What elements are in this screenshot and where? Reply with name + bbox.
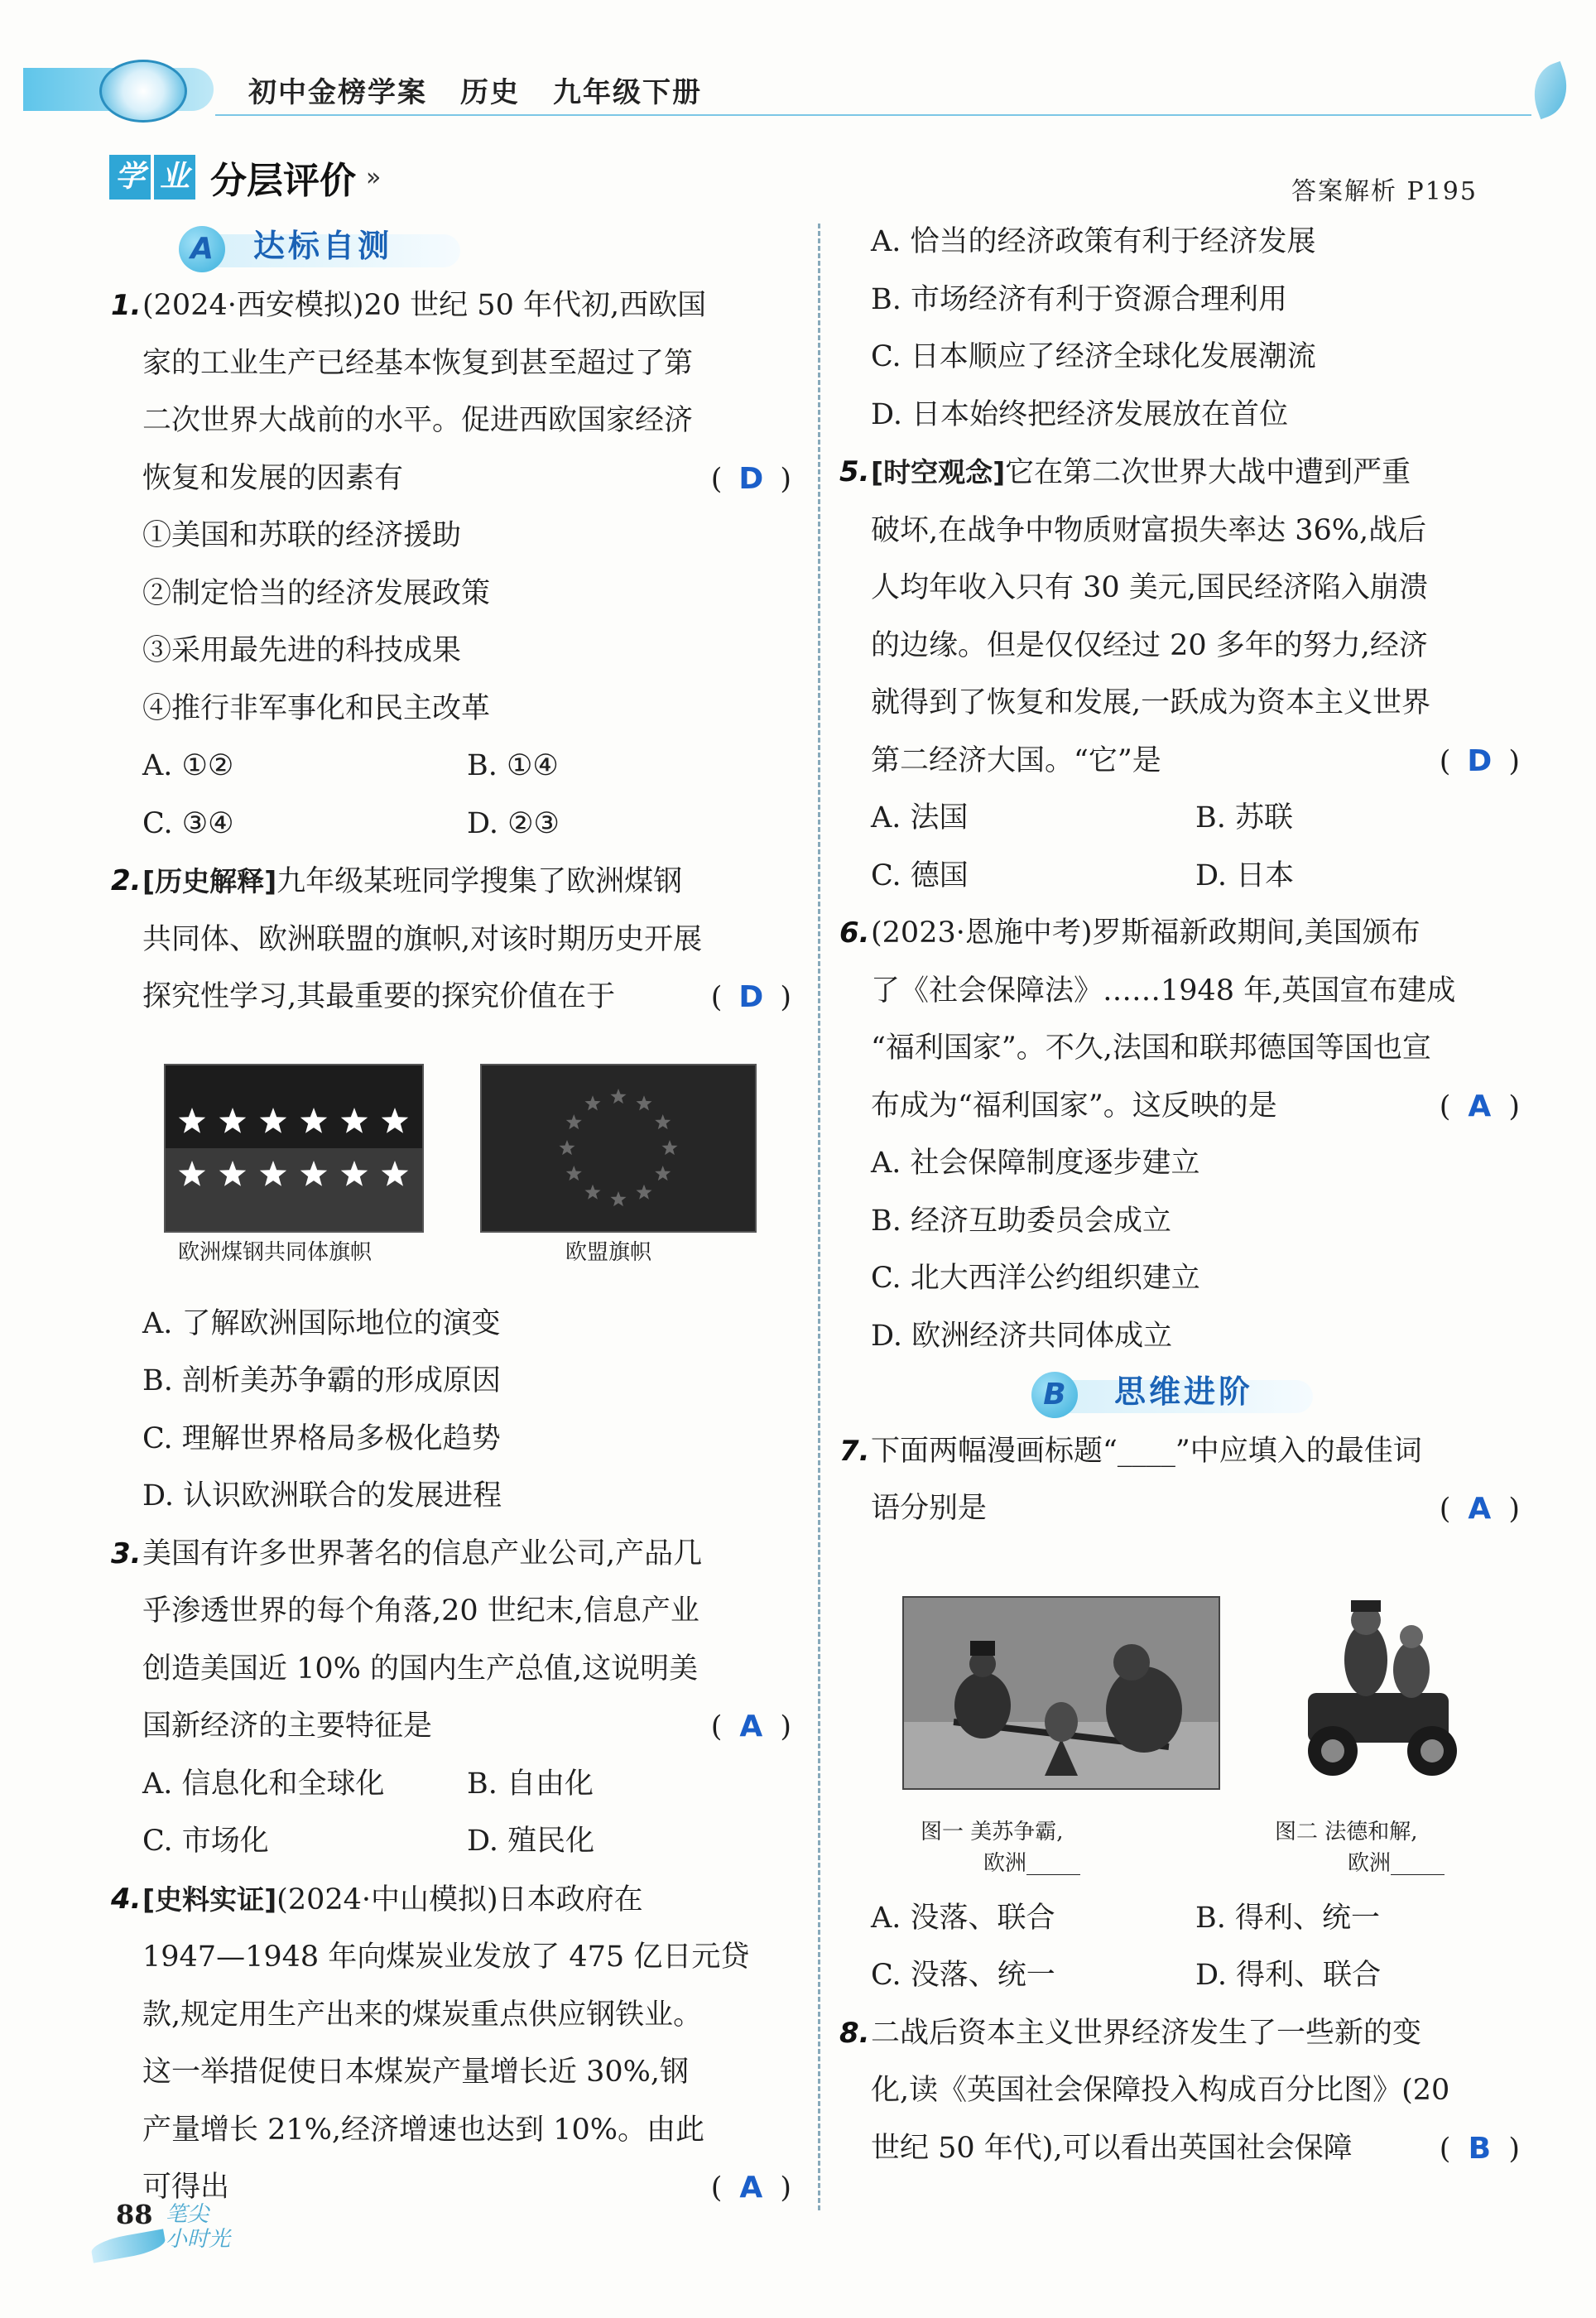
footer-deco-line: 小时光 xyxy=(166,2227,231,2252)
option: D. 日本始终把经济发展放在首位 xyxy=(871,397,1289,431)
option-row xyxy=(841,848,1520,906)
subsection-a-heading xyxy=(113,219,791,277)
column-divider xyxy=(818,224,820,2210)
feather-icon xyxy=(1524,61,1576,119)
subsection-b-heading xyxy=(841,1365,1520,1423)
section-title xyxy=(109,151,381,204)
option-row xyxy=(113,1756,791,1814)
footer-deco-line: 笔尖 xyxy=(166,2202,209,2227)
subsection-letter: B xyxy=(1031,1372,1078,1418)
option: B. 剖析美苏争霸的形成原因 xyxy=(142,1364,501,1397)
question-text-line: 可得出 xyxy=(142,2171,230,2204)
right-column xyxy=(841,214,1520,2177)
option-row xyxy=(113,796,791,854)
option-row xyxy=(841,1947,1520,2005)
badge-char: 学 xyxy=(109,155,151,200)
ecsc-flag-image xyxy=(164,1064,424,1233)
option: A. 法国 xyxy=(871,801,969,834)
option-row xyxy=(841,1890,1520,1948)
ecsc-flag-graphic xyxy=(166,1065,422,1231)
option: A. 没落、联合 xyxy=(871,1901,1055,1935)
grade-name: 九年级下册 xyxy=(553,76,702,109)
figure-caption: 欧盟旗帜 xyxy=(565,1240,652,1265)
question-text-line: 探究性学习,其最重要的探究价值在于 xyxy=(142,980,616,1013)
figure-caption: 欧洲_____ xyxy=(1348,1851,1445,1876)
page-header xyxy=(0,0,1596,124)
question-text-line: 这一举措促使日本煤炭产量增长近 30%,钢 xyxy=(142,2056,690,2089)
statement: ①美国和苏联的经济援助 xyxy=(142,519,462,552)
question-text-line: (2023·恩施中考)罗斯福新政期间,美国颁布 xyxy=(871,916,1421,950)
question-text-line: 恢复和发展的因素有 xyxy=(142,461,404,495)
question-text-line: 布成为“福利国家”。这反映的是 xyxy=(871,1089,1277,1123)
question-text-line: “福利国家”。不久,法国和联邦德国等国也宣 xyxy=(871,1032,1431,1065)
section-heading: 分层评价 xyxy=(210,160,356,202)
answer-box: ( B ) xyxy=(1440,2120,1520,2179)
option: D. 殖民化 xyxy=(467,1825,595,1858)
option: A. 社会保障制度逐步建立 xyxy=(871,1147,1200,1180)
option: C. 北大西洋公约组织建立 xyxy=(871,1262,1200,1295)
question-text-line: 共同体、欧洲联盟的旗帜,对该时期历史开展 xyxy=(142,922,703,956)
statement: ②制定恰当的经济发展政策 xyxy=(142,576,491,610)
eu-flag-image xyxy=(480,1064,757,1233)
option: C. 日本顺应了经济全球化发展潮流 xyxy=(871,340,1316,373)
answer-box: ( D ) xyxy=(1440,733,1520,791)
option: C. 没落、统一 xyxy=(871,1959,1055,1992)
figure-caption: 图二 法德和解, xyxy=(1275,1820,1418,1844)
question-text-line: 它在第二次世界大战中遭到严重 xyxy=(1005,456,1411,489)
question-text-line: 的边缘。但是仅仅经过 20 多年的努力,经济 xyxy=(871,628,1428,662)
question-tag: [历史解释] xyxy=(142,865,277,897)
question-text-line: 乎渗透世界的每个角落,20 世纪末,信息产业 xyxy=(142,1594,699,1628)
question-text-line: 语分别是 xyxy=(871,1492,988,1525)
figure-caption: 图一 美苏争霸, xyxy=(921,1820,1064,1844)
option: A. 恰当的经济政策有利于经济发展 xyxy=(871,225,1316,258)
subsection-title: 达标自测 xyxy=(253,228,393,264)
answer-box: ( A ) xyxy=(711,2159,791,2218)
question-number: 6. xyxy=(839,916,870,950)
option: B. 苏联 xyxy=(1195,801,1293,834)
answer-letter: A xyxy=(739,2171,763,2205)
option: A. ①② xyxy=(142,749,234,782)
answer-box: ( D ) xyxy=(711,969,791,1027)
question-text-line: 国新经济的主要特征是 xyxy=(142,1710,433,1743)
answer-box: ( A ) xyxy=(1440,1078,1520,1137)
cartoon-car-graphic xyxy=(1275,1594,1482,1788)
question-number: 7. xyxy=(839,1434,870,1468)
option: D. 欧洲经济共同体成立 xyxy=(871,1319,1173,1353)
subsection-letter: A xyxy=(179,226,225,272)
figure-caption: 欧洲煤钢共同体旗帜 xyxy=(178,1240,373,1265)
question-number: 8. xyxy=(839,2016,870,2050)
answer-letter: D xyxy=(738,980,764,1014)
answer-letter: A xyxy=(1468,1492,1492,1526)
question-text-line: 二次世界大战前的水平。促进西欧国家经济 xyxy=(142,404,694,437)
question-text-line: 下面两幅漫画标题“____”中应填入的最佳词 xyxy=(871,1434,1422,1468)
answer-letter: D xyxy=(1467,743,1493,778)
option: B. 得利、统一 xyxy=(1195,1901,1380,1935)
question-text-line: 世纪 50 年代),可以看出英国社会保障 xyxy=(871,2131,1353,2165)
question-text-line: 款,规定用生产出来的煤炭重点供应钢铁业。 xyxy=(142,1998,703,2032)
question-text-line: 化,读《英国社会保障投入构成百分比图》(20 xyxy=(871,2074,1450,2107)
question-text-line: (2024·西安模拟)20 世纪 50 年代初,西欧国 xyxy=(142,289,707,322)
question-text-line: 就得到了恢复和发展,一跃成为资本主义世界 xyxy=(871,686,1431,719)
question-text-line: 1947—1948 年向煤炭业发放了 475 亿日元贷 xyxy=(142,1940,750,1974)
cartoon-car-image xyxy=(1275,1594,1482,1788)
option: A. 信息化和全球化 xyxy=(142,1767,385,1801)
chevron-right-icon: » xyxy=(366,162,382,192)
subsection-title: 思维进阶 xyxy=(1114,1373,1254,1410)
option: C. 市场化 xyxy=(142,1825,269,1858)
cartoon-seesaw-graphic xyxy=(904,1598,1219,1788)
option: C. 德国 xyxy=(871,858,969,892)
option: B. 市场经济有利于资源合理利用 xyxy=(871,282,1287,316)
question-6 xyxy=(841,905,1520,1135)
eu-flag-graphic xyxy=(482,1065,755,1231)
option: B. 自由化 xyxy=(467,1767,594,1801)
question-text-line: 美国有许多世界著名的信息产业公司,产品几 xyxy=(142,1537,703,1570)
header-title xyxy=(248,70,735,110)
header-rule xyxy=(215,114,1531,116)
answer-reference: 答案解析 P195 xyxy=(1291,177,1478,206)
option-row xyxy=(113,1813,791,1871)
question-text-line: 九年级某班同学搜集了欧洲煤钢 xyxy=(276,865,683,898)
option: D. 得利、联合 xyxy=(1195,1959,1382,1992)
feather-icon xyxy=(89,2229,166,2263)
answer-letter: A xyxy=(739,1710,763,1743)
question-8 xyxy=(841,2005,1520,2178)
question-7 xyxy=(841,1423,1520,1538)
option: D. 日本 xyxy=(1195,858,1295,892)
subject-name: 历史 xyxy=(460,76,520,109)
option-row xyxy=(113,738,791,796)
question-tag: [史料实证] xyxy=(142,1883,277,1916)
question-number: 2. xyxy=(111,864,142,897)
question-4 xyxy=(113,1871,791,2217)
question-number: 4. xyxy=(111,1882,142,1916)
option: D. 认识欧洲联合的发展进程 xyxy=(142,1479,502,1512)
option: D. ②③ xyxy=(467,806,560,840)
book-name: 初中金榜学案 xyxy=(248,76,427,109)
question-text-line: 二战后资本主义世界经济发生了一些新的变 xyxy=(871,2016,1422,2050)
question-text-line: 第二经济大国。“它”是 xyxy=(871,743,1161,777)
question-5 xyxy=(841,444,1520,790)
question-number: 3. xyxy=(111,1537,142,1570)
question-text-line: 创造美国近 10% 的国内生产总值,这说明美 xyxy=(142,1652,699,1686)
answer-box: ( D ) xyxy=(711,450,791,509)
question-text-line: 人均年收入只有 30 美元,国民经济陷入崩溃 xyxy=(871,571,1428,604)
answer-letter: B xyxy=(1468,2131,1492,2166)
option: B. 经济互助委员会成立 xyxy=(871,1204,1171,1238)
statement: ③采用最先进的科技成果 xyxy=(142,634,462,667)
option-row xyxy=(841,790,1520,848)
question-3 xyxy=(113,1526,791,1756)
page-number: 88 xyxy=(116,2199,153,2230)
question-text-line: (2024·中山模拟)日本政府在 xyxy=(276,1883,643,1916)
question-text-line: 了《社会保障法》……1948 年,英国宣布建成 xyxy=(871,974,1456,1008)
question-number: 5. xyxy=(839,455,870,488)
option: A. 了解欧洲国际地位的演变 xyxy=(142,1306,501,1340)
footer-decoration xyxy=(166,2202,230,2252)
question-text-line: 破坏,在战争中物质财富损失率达 36%,战后 xyxy=(871,513,1427,547)
question-text-line: 家的工业生产已经基本恢复到甚至超过了第 xyxy=(142,346,694,380)
question-number: 1. xyxy=(111,289,142,322)
option: B. ①④ xyxy=(467,749,559,782)
question-text-line: 产量增长 21%,经济增速也达到 10%。由此 xyxy=(142,2113,704,2147)
option: C. ③④ xyxy=(142,806,234,840)
statement: ④推行非军事化和民主改革 xyxy=(142,691,491,725)
answer-box: ( A ) xyxy=(711,1698,791,1757)
badge-char: 业 xyxy=(154,155,195,200)
section-badge xyxy=(109,155,199,200)
cartoon-seesaw-image xyxy=(902,1596,1220,1790)
book-logo-icon xyxy=(99,60,187,123)
question-2 xyxy=(113,853,791,1027)
question-1 xyxy=(113,277,791,507)
answer-letter: D xyxy=(738,461,764,496)
option: C. 理解世界格局多极化趋势 xyxy=(142,1421,501,1455)
question-tag: [时空观念] xyxy=(871,456,1006,488)
figure-caption: 欧洲_____ xyxy=(983,1851,1081,1876)
answer-letter: A xyxy=(1468,1089,1492,1123)
answer-box: ( A ) xyxy=(1440,1480,1520,1539)
